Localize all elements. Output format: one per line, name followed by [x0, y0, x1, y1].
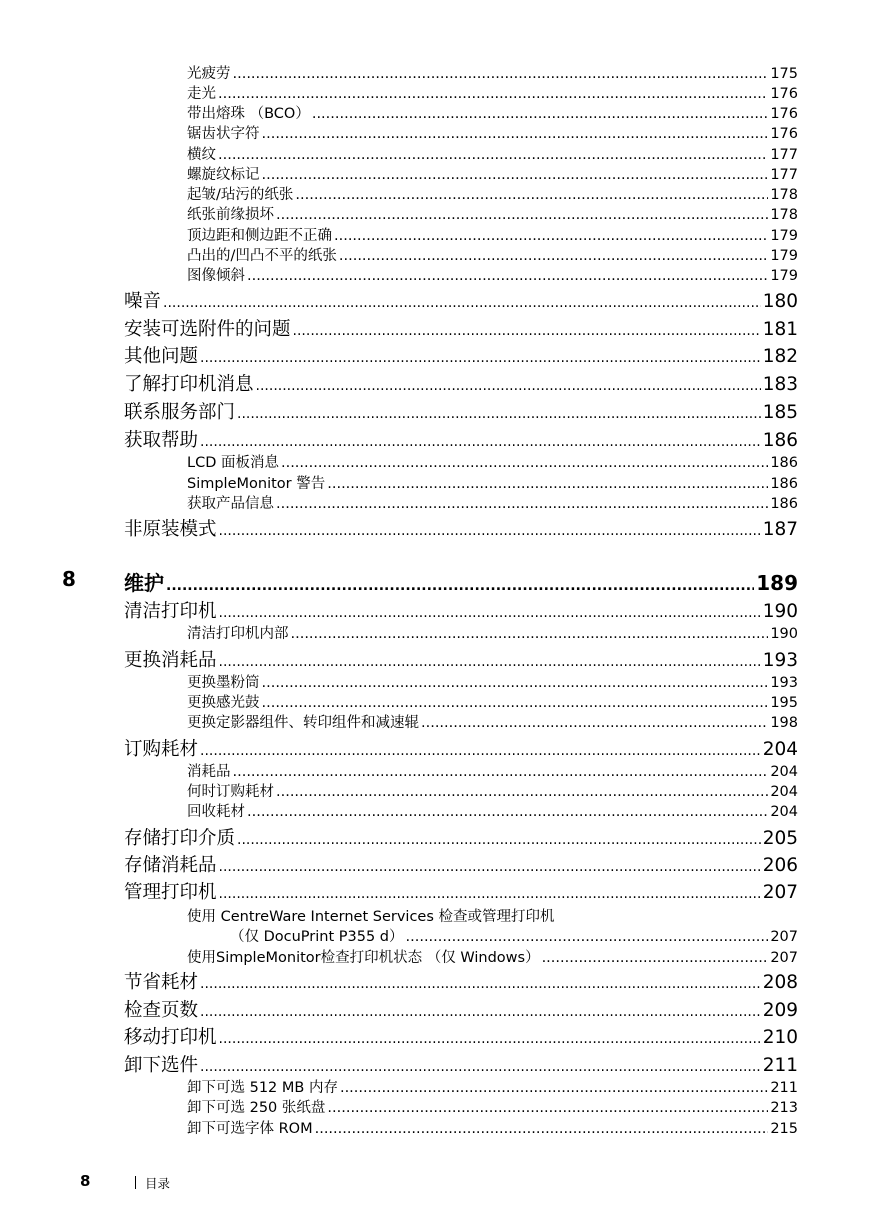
toc-entry-page: 181: [762, 319, 798, 340]
dot-leader: [406, 929, 769, 945]
toc-entry-title-continuation: （仅 DocuPrint P355 d）: [230, 929, 404, 945]
toc-section-entry[interactable]: [124, 287, 798, 313]
dot-leader: [233, 66, 769, 82]
toc-subsection-entry[interactable]: [187, 451, 798, 472]
footer-page-number: 8: [80, 1172, 91, 1190]
toc-entry-title: 走光: [187, 86, 216, 102]
dot-leader: [262, 126, 769, 142]
dot-leader: [233, 764, 769, 780]
toc-section-entry[interactable]: [124, 370, 798, 396]
toc-entry-title: 使用 CentreWare Internet Services 检查或管理打印机: [187, 909, 555, 925]
toc-entry-title: 纸张前缘损坏: [187, 207, 274, 223]
dot-leader: [276, 496, 768, 512]
toc-section-entry[interactable]: [124, 824, 798, 850]
toc-section-entry[interactable]: [124, 1051, 798, 1077]
toc-entry-title: 清洁打印机内部: [187, 626, 289, 642]
toc-entry-title: 锯齿状字符: [187, 126, 260, 142]
toc-subsection-entry[interactable]: [187, 1096, 798, 1117]
toc-section-entry[interactable]: [124, 597, 798, 623]
toc-entry-title: 联系服务部门: [124, 402, 236, 423]
toc-section-entry[interactable]: [124, 515, 798, 541]
toc-entry-title: 螺旋纹标记: [187, 167, 260, 183]
dot-leader: [237, 832, 761, 848]
toc-entry-title: 横纹: [187, 147, 216, 163]
toc-entry-page: 177: [770, 167, 798, 183]
toc-subsection-entry[interactable]: [187, 1076, 798, 1097]
toc-section-entry[interactable]: [124, 735, 798, 761]
toc-subsection-entry[interactable]: [187, 163, 798, 184]
dot-leader: [200, 1059, 761, 1075]
toc-entry-title: 卸下可选 512 MB 内存: [187, 1080, 338, 1096]
toc-subsection-entry[interactable]: [187, 143, 798, 164]
dot-leader: [200, 350, 761, 366]
toc-entry-title: 更换定影器组件、转印组件和减速辊: [187, 715, 419, 731]
dot-leader: [219, 1031, 761, 1047]
toc-entry-title: 消耗品: [187, 764, 231, 780]
toc-entry-page: 204: [762, 739, 798, 760]
toc-entry-title: 更换墨粉筒: [187, 675, 260, 691]
toc-subsection-entry[interactable]: [187, 183, 798, 204]
toc-entry-title: 安装可选附件的问题: [124, 319, 291, 340]
toc-entry-page: 176: [770, 106, 798, 122]
dot-leader: [247, 804, 768, 820]
toc-entry-title: 更换感光鼓: [187, 695, 260, 711]
dot-leader: [291, 626, 769, 642]
toc-entry-title: 存储消耗品: [124, 855, 217, 876]
dot-leader: [166, 578, 754, 594]
toc-subsection-entry[interactable]: [187, 264, 798, 285]
dot-leader: [327, 476, 768, 492]
toc-entry-title: 维护: [124, 571, 164, 595]
toc-entry-title: 订购耗材: [124, 739, 199, 760]
toc-entry-page: 211: [770, 1080, 798, 1096]
toc-subsection-entry[interactable]: [187, 122, 798, 143]
toc-entry-page: 178: [770, 207, 798, 223]
toc-subsection-entry[interactable]: [187, 780, 798, 801]
toc-subsection-entry[interactable]: [187, 711, 798, 732]
toc-subsection-entry[interactable]: [187, 1117, 798, 1138]
toc-entry-title: 获取产品信息: [187, 496, 274, 512]
toc-subsection-entry[interactable]: [187, 946, 798, 967]
toc-entry-page: 175: [770, 66, 798, 82]
dot-leader: [200, 743, 761, 759]
toc-section-entry[interactable]: [124, 1023, 798, 1049]
dot-leader: [262, 167, 769, 183]
toc-entry-page: 187: [762, 519, 798, 540]
toc-entry-page: 178: [770, 187, 798, 203]
toc-section-entry[interactable]: [124, 968, 798, 994]
dot-leader: [312, 106, 768, 122]
dot-leader: [200, 976, 761, 992]
dot-leader: [281, 455, 768, 471]
toc-entry-page: 213: [770, 1100, 798, 1116]
toc-entry-title: LCD 面板消息: [187, 455, 279, 471]
toc-subsection-entry[interactable]: [230, 925, 798, 946]
dot-leader: [218, 86, 768, 102]
toc-entry-page: 207: [762, 882, 798, 903]
toc-entry-page: 183: [762, 374, 798, 395]
dot-leader: [219, 886, 761, 902]
dot-leader: [340, 1080, 768, 1096]
toc-entry-page: 182: [762, 346, 798, 367]
toc-entry-title: 回收耗材: [187, 804, 245, 820]
footer-divider: [135, 1176, 136, 1189]
toc-entry-title: 了解打印机消息: [124, 374, 254, 395]
toc-entry-title: 其他问题: [124, 346, 199, 367]
toc-entry-page: 204: [770, 784, 798, 800]
toc-subsection-entry[interactable]: [187, 244, 798, 265]
toc-section-entry[interactable]: [124, 342, 798, 368]
toc-entry-page: 186: [770, 496, 798, 512]
dot-leader: [421, 715, 768, 731]
toc-section-entry[interactable]: [124, 315, 798, 341]
dot-leader: [276, 207, 768, 223]
toc-section-entry[interactable]: [124, 646, 798, 672]
toc-entry-page: 190: [770, 626, 798, 642]
toc-entry-page: 204: [770, 764, 798, 780]
toc-subsection-entry[interactable]: [187, 492, 798, 513]
toc-entry-page: 207: [770, 950, 798, 966]
toc-entry-title: 图像倾斜: [187, 268, 245, 284]
dot-leader: [327, 1100, 768, 1116]
toc-entry-page: 190: [762, 601, 798, 622]
toc-entry-page: 179: [770, 228, 798, 244]
dot-leader: [542, 950, 769, 966]
toc-entry-title: 卸下可选字体 ROM: [187, 1121, 313, 1137]
toc-entry-page: 176: [770, 126, 798, 142]
toc-entry-page: 204: [770, 804, 798, 820]
dot-leader: [315, 1121, 769, 1137]
dot-leader: [219, 859, 761, 875]
toc-subsection-entry[interactable]: [187, 472, 798, 493]
dot-leader: [295, 187, 768, 203]
dot-leader: [247, 268, 768, 284]
toc-entry-page: 186: [762, 430, 798, 451]
toc-entry-title: 使用SimpleMonitor检查打印机状态 （仅 Windows）: [187, 950, 540, 966]
dot-leader: [293, 323, 761, 339]
toc-entry-page: 186: [770, 476, 798, 492]
toc-entry-page: 177: [770, 147, 798, 163]
toc-entry-title: 移动打印机: [124, 1027, 217, 1048]
toc-subsection-entry[interactable]: [187, 622, 798, 643]
toc-subsection-entry[interactable]: [187, 800, 798, 821]
toc-entry-title: 存储打印介质: [124, 828, 236, 849]
toc-entry-title: 卸下可选 250 张纸盘: [187, 1100, 326, 1116]
toc-entry-title: 卸下选件: [124, 1055, 199, 1076]
toc-entry-title: 噪音: [124, 291, 162, 312]
toc-subsection-entry[interactable]: [187, 760, 798, 781]
toc-entry-title: SimpleMonitor 警告: [187, 476, 326, 492]
toc-section-entry[interactable]: [124, 398, 798, 424]
dot-leader: [200, 1004, 761, 1020]
toc-entry-title: 光疲劳: [187, 66, 231, 82]
dot-leader: [219, 523, 761, 539]
toc-entry-page: 208: [762, 972, 798, 993]
toc-subsection-entry[interactable]: [187, 203, 798, 224]
toc-entry-page: 179: [770, 248, 798, 264]
dot-leader: [237, 406, 761, 422]
toc-section-entry[interactable]: [124, 996, 798, 1022]
toc-entry-title: 何时订购耗材: [187, 784, 274, 800]
dot-leader: [262, 675, 769, 691]
toc-entry-page: 186: [770, 455, 798, 471]
toc-entry-page: 185: [762, 402, 798, 423]
toc-entry-page: 205: [762, 828, 798, 849]
toc-entry-page: 195: [770, 695, 798, 711]
toc-entry-page: 207: [770, 929, 798, 945]
toc-entry-title: 非原装模式: [124, 519, 217, 540]
dot-leader: [218, 147, 768, 163]
dot-leader: [339, 248, 768, 264]
toc-entry-page: 193: [770, 675, 798, 691]
dot-leader: [219, 605, 761, 621]
dot-leader: [219, 654, 761, 670]
toc-entry-page: 193: [762, 650, 798, 671]
footer-section-label: 目录: [145, 1176, 171, 1191]
toc-chapter-entry[interactable]: [124, 567, 798, 596]
toc-subsection-entry[interactable]: [187, 691, 798, 712]
toc-entry-title: 顶边距和侧边距不正确: [187, 228, 332, 244]
toc-entry-page: 206: [762, 855, 798, 876]
toc-entry-title: 清洁打印机: [124, 601, 217, 622]
toc-entry-page: 209: [762, 1000, 798, 1021]
toc-entry-page: 176: [770, 86, 798, 102]
dot-leader: [262, 695, 769, 711]
toc-subsection-entry[interactable]: [187, 62, 798, 83]
toc-section-entry[interactable]: [124, 426, 798, 452]
toc-entry-title: 带出熔珠 （BCO）: [187, 106, 310, 122]
toc-entry-page: 215: [770, 1121, 798, 1137]
toc-entry-page: 189: [756, 571, 798, 595]
toc-entry-title: 更换消耗品: [124, 650, 217, 671]
toc-section-entry[interactable]: [124, 851, 798, 877]
toc-entry-page: 179: [770, 268, 798, 284]
toc-entry-title: 凸出的/凹凸不平的纸张: [187, 248, 337, 264]
toc-subsection-entry[interactable]: [187, 671, 798, 692]
toc-section-entry[interactable]: [124, 878, 798, 904]
toc-entry-page: 210: [762, 1027, 798, 1048]
toc-subsection-entry[interactable]: [187, 224, 798, 245]
dot-leader: [163, 295, 761, 311]
dot-leader: [334, 228, 768, 244]
toc-entry-title: 检查页数: [124, 1000, 199, 1021]
dot-leader: [276, 784, 768, 800]
toc-entry-title: 获取帮助: [124, 430, 199, 451]
toc-entry-title: 起皱/玷污的纸张: [187, 187, 294, 203]
dot-leader: [256, 378, 761, 394]
toc-subsection-entry[interactable]: [187, 102, 798, 123]
toc-entry-title: 节省耗材: [124, 972, 199, 993]
toc-subsection-entry[interactable]: [187, 82, 798, 103]
chapter-number: 8: [62, 567, 76, 591]
toc-entry-page: 198: [770, 715, 798, 731]
toc-entry-page: 180: [762, 291, 798, 312]
toc-entry-page: 211: [762, 1055, 798, 1076]
dot-leader: [200, 434, 761, 450]
toc-entry-title: 管理打印机: [124, 882, 217, 903]
